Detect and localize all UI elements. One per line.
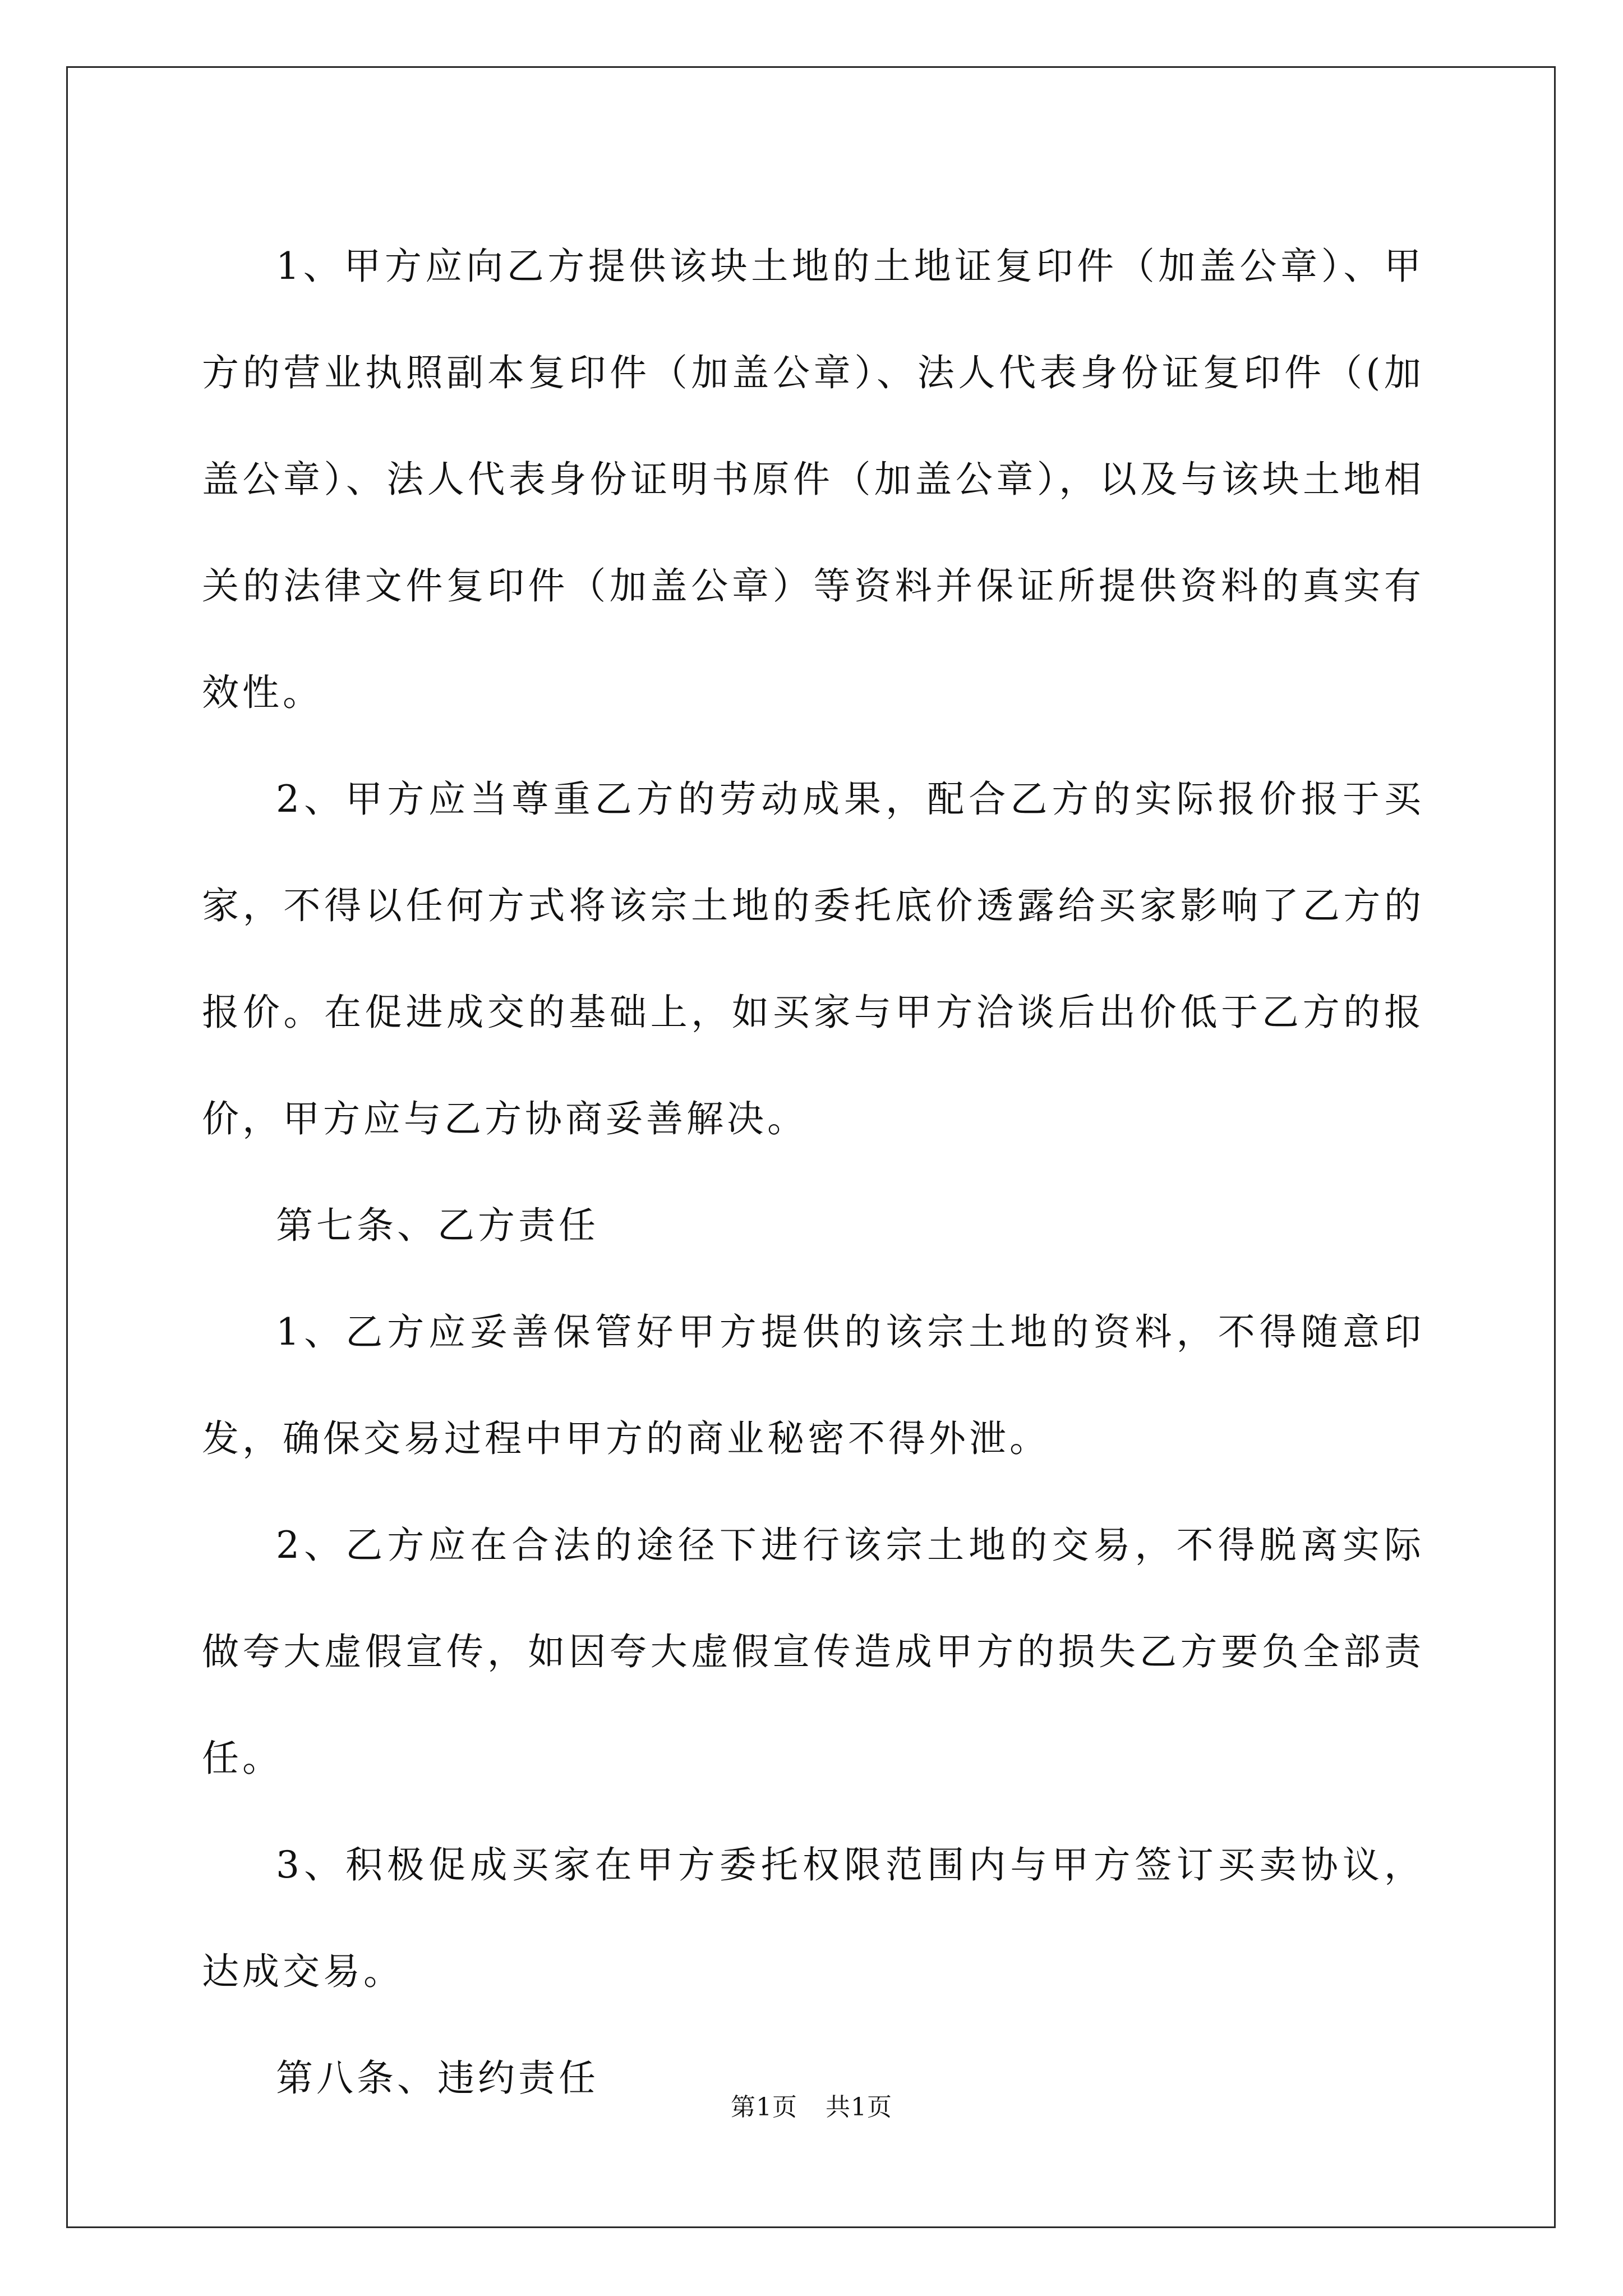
- page-number-total: 共1页: [826, 2093, 892, 2122]
- clause-paragraph: 2、甲方应当尊重乙方的劳动成果，配合乙方的实际报价报于买家，不得以任何方式将该宗土地的委托底价透露给买家影响了乙方的报价。在促进成交的基础上，如买家与甲方洽谈后出价低于乙方的报价，甲方应与乙方协商妥善解决。: [202, 777, 1424, 1140]
- clause-paragraph: 1、乙方应妥善保管好甲方提供的该宗土地的资料，不得随意印发，确保交易过程中甲方的商业秘密不得外泄。: [202, 1310, 1424, 1460]
- document-body: [202, 213, 1424, 2132]
- clause-paragraph: 3、积极促成买家在甲方委托权限范围内与甲方签订买卖协议，达成交易。: [202, 1843, 1424, 1993]
- clause-paragraph: 2、乙方应在合法的途径下进行该宗土地的交易，不得脱离实际做夸大虚假宣传，如因夸大虚假宣传造成甲方的损失乙方要负全部责任。: [202, 1524, 1424, 1780]
- page-number-current: 第1页: [731, 2093, 797, 2122]
- page-footer: [0, 2087, 1623, 2123]
- clause-paragraph: 1、甲方应向乙方提供该块土地的土地证复印件（加盖公章）、甲方的营业执照副本复印件（加盖公章）、法人代表身份证复印件（(加盖公章）、法人代表身份证明书原件（加盖公章），以及与该块土地相关的法律文件复印件（加盖公章）等资料并保证所提供资料的真实有效性。: [202, 245, 1424, 714]
- section-heading: 第八条、违约责任: [276, 2056, 599, 2100]
- section-heading: 第七条、乙方责任: [276, 1204, 599, 1247]
